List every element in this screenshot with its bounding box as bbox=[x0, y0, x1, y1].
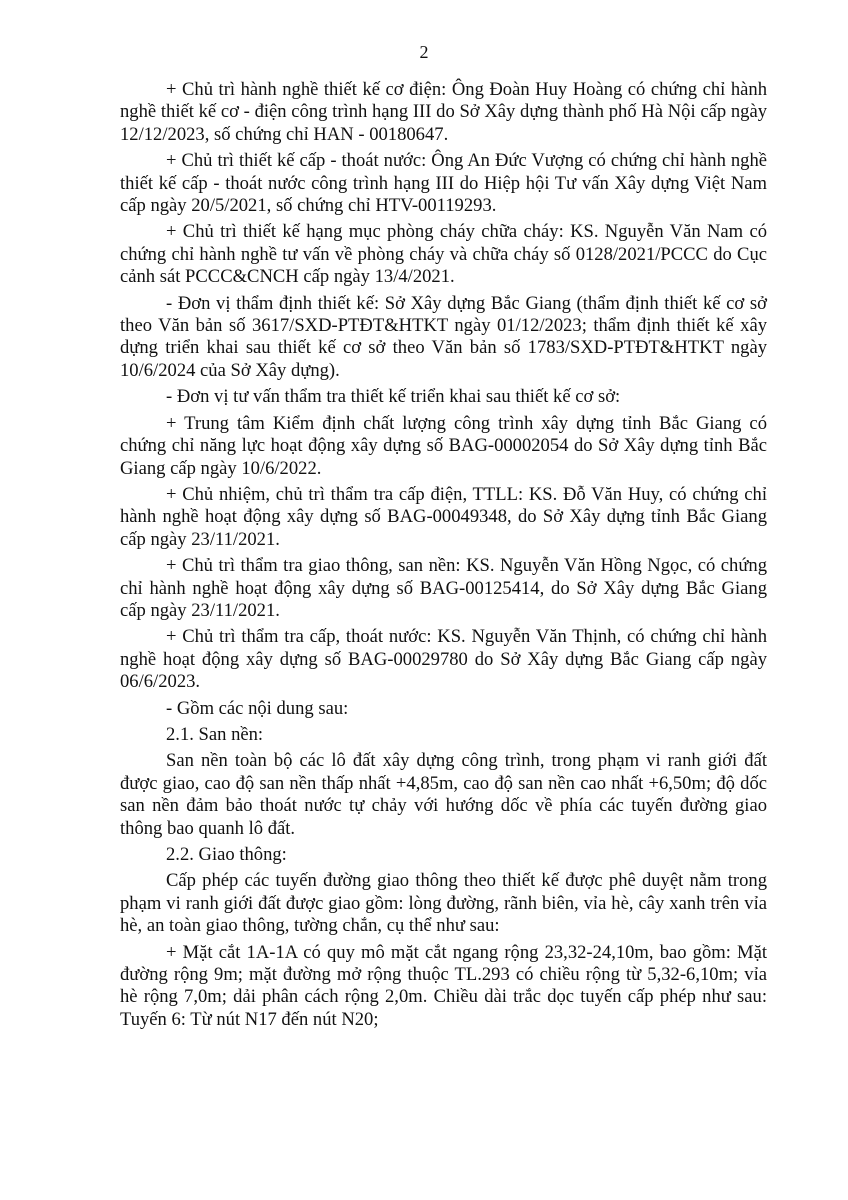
paragraph-verifier-traffic: + Chủ trì thẩm tra giao thông, san nền: KS. Nguyễn Văn Hồng Ngọc, có chứng chỉ hành nghề hoạt động xây dựng số BAG-00125414, do Sở Xây dựng Bắc Giang cấp ngày 23/11/2021. bbox=[120, 555, 767, 621]
paragraph-contents-intro: - Gồm các nội dung sau: bbox=[166, 697, 349, 719]
paragraph-verifier-water: + Chủ trì thẩm tra cấp, thoát nước: KS. Nguyễn Văn Thịnh, có chứng chỉ hành nghề hoạt động xây dựng số BAG-00029780 do Sở Xây dựng Bắc Giang cấp ngày 06/6/2023. bbox=[120, 626, 767, 693]
paragraph-leveling: San nền toàn bộ các lô đất xây dựng công trình, trong phạm vi ranh giới đất được giao, cao độ san nền thấp nhất +4,85m, cao độ san nền cao nhất +6,50m; độ dốc san nền đảm bảo thoát nước tự chảy với hướng dốc về phía các tuyến đường giao thông bao quanh lô đất. bbox=[120, 750, 767, 839]
paragraph-designer-fire-protection: + Chủ trì thiết kế hạng mục phòng cháy chữa cháy: KS. Nguyễn Văn Nam có chứng chỉ hành nghề tư vấn về phòng cháy và chữa cháy số 0128/2021/PCCC do Cục cảnh sát PCCC&CNCH cấp ngày 13/4/2021. bbox=[120, 221, 767, 288]
paragraph-cross-section: + Mặt cắt 1A-1A có quy mô mặt cắt ngang rộng 23,32-24,10m, bao gồm: Mặt đường rộng 9m; mặt đường mở rộng thuộc TL.293 có chiều rộng từ 5,32-6,10m; vỉa hè rộng 7,0m; dải phân cách rộng 2,0m. Chiều dài trắc dọc tuyến cấp phép như sau: Tuyến 6: Từ nút N17 đến nút N20; bbox=[120, 941, 767, 1030]
page-number: 2 bbox=[419, 42, 429, 62]
paragraph-traffic: Cấp phép các tuyến đường giao thông theo thiết kế được phê duyệt nằm trong phạm vi ranh giới đất được giao gồm: lòng đường, rãnh biên, vỉa hè, cây xanh trên vỉa hè, an toàn giao thông, tường chắn, cụ thể như sau: bbox=[120, 870, 767, 937]
paragraph-verification-consultant: - Đơn vị tư vấn thẩm tra thiết kế triển khai sau thiết kế cơ sở: bbox=[166, 386, 621, 408]
paragraph-designer-water-supply: + Chủ trì thiết kế cấp - thoát nước: Ông An Đức Vượng có chứng chỉ hành nghề thiết kế cấp - thoát nước công trình hạng III do Hiệp hội Tư vấn Xây dựng Việt Nam cấp ngày 20/5/2021, số chứng chỉ HTV-00119293. bbox=[120, 150, 767, 217]
paragraph-quality-center: + Trung tâm Kiểm định chất lượng công trình xây dựng tỉnh Bắc Giang có chứng chỉ năng lực hoạt động xây dựng số BAG-00002054 do Sở Xây dựng tỉnh Bắc Giang cấp ngày 10/6/2022. bbox=[120, 412, 767, 479]
document-body bbox=[120, 79, 767, 1035]
paragraph-designer-mechanical-electrical: + Chủ trì hành nghề thiết kế cơ điện: Ông Đoàn Huy Hoàng có chứng chỉ hành nghề thiết kế cơ - điện công trình hạng III do Sở Xây dựng thành phố Hà Nội cấp ngày 12/12/2023, số chứng chỉ HAN - 00180647. bbox=[120, 79, 767, 145]
paragraph-verifier-electrical: + Chủ nhiệm, chủ trì thẩm tra cấp điện, TTLL: KS. Đỗ Văn Huy, có chứng chỉ hành nghề hoạt động xây dựng số BAG-00049348, do Sở Xây dựng tỉnh Bắc Giang cấp ngày 23/11/2021. bbox=[120, 483, 767, 550]
section-heading-traffic: 2.2. Giao thông: bbox=[166, 844, 287, 865]
section-heading-leveling: 2.1. San nền: bbox=[166, 723, 264, 745]
paragraph-appraisal-unit: - Đơn vị thẩm định thiết kế: Sở Xây dựng Bắc Giang (thẩm định thiết kế cơ sở theo Văn bản số 3617/SXD-PTĐT&HTKT ngày 01/12/2023; thẩm định thiết kế xây dựng triển khai sau thiết kế cơ sở theo Văn bản số 1783/SXD-PTĐT&HTKT ngày 10/6/2024 của Sở Xây dựng). bbox=[120, 292, 767, 381]
